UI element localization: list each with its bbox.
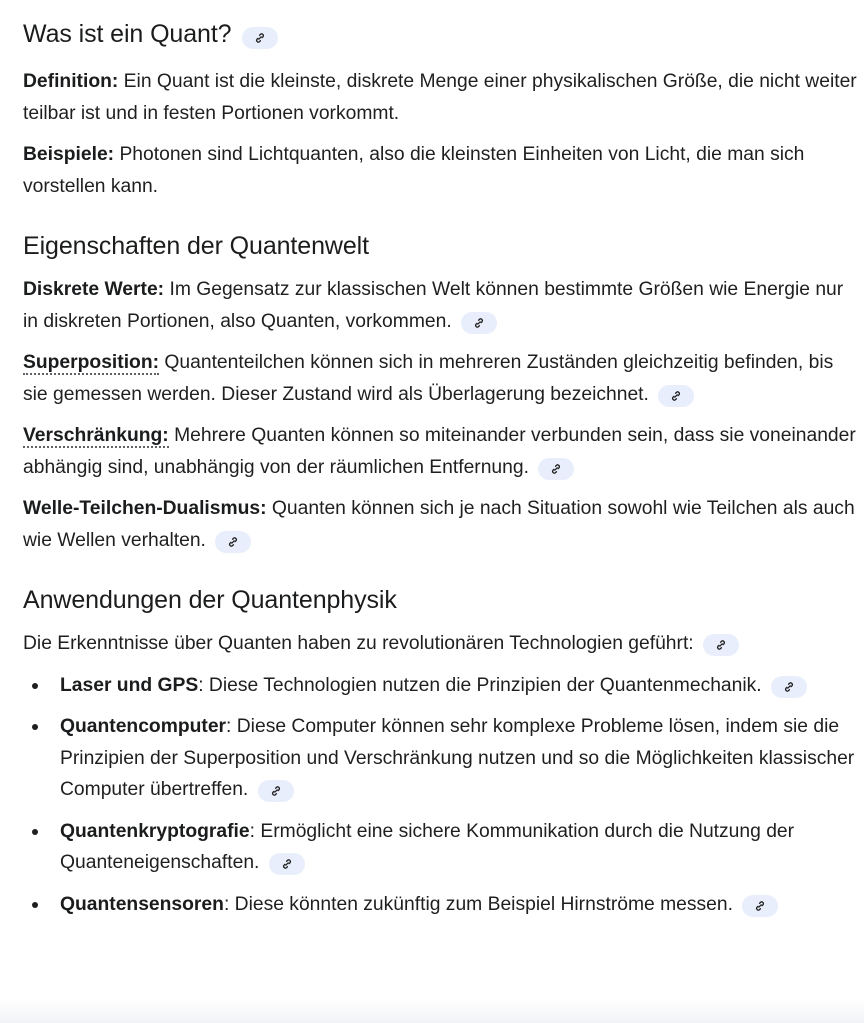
list-item	[23, 670, 859, 702]
link-icon	[669, 389, 683, 403]
source-link-chip[interactable]	[703, 634, 739, 656]
source-link-chip[interactable]	[742, 895, 778, 917]
bullet-dot	[32, 683, 38, 689]
property-label: Welle-Teilchen-Dualismus:	[23, 498, 267, 519]
bullet-dot	[32, 724, 38, 730]
property-superposition	[23, 347, 859, 410]
property-diskrete-werte	[23, 274, 859, 337]
source-link-chip[interactable]	[538, 458, 574, 480]
bullet-dot	[32, 829, 38, 835]
link-icon	[472, 316, 486, 330]
list-item	[23, 816, 859, 879]
applications-intro: Die Erkenntnisse über Quanten haben zu revolutionären Technologien geführt:	[23, 628, 859, 660]
link-icon	[753, 899, 767, 913]
property-welle-teilchen	[23, 493, 859, 556]
property-label-link[interactable]: Superposition:	[23, 352, 160, 373]
list-item-label: Quantensensoren	[60, 893, 224, 915]
link-icon	[782, 680, 796, 694]
property-label-link[interactable]: Verschränkung:	[23, 425, 169, 446]
source-link-chip[interactable]	[215, 531, 251, 553]
link-icon	[714, 638, 728, 652]
source-link-chip[interactable]	[269, 853, 305, 875]
list-item	[23, 889, 859, 921]
bullet-dot	[32, 902, 38, 908]
source-link-chip[interactable]	[658, 385, 694, 407]
list-item-label: Quantencomputer	[60, 716, 227, 737]
response-content	[23, 14, 859, 930]
examples-text: Photonen sind Lichtquanten, also die kleinsten Einheiten von Licht, die man sich vorstellen kann.	[23, 144, 805, 197]
applications-list	[23, 670, 859, 921]
examples-paragraph	[23, 139, 859, 202]
property-text: Im Gegensatz zur klassischen Welt können bestimmte Größen wie Energie nur in diskreten Portionen, also Quanten, vorkommen.	[23, 279, 844, 332]
link-icon	[269, 784, 283, 798]
definition-paragraph	[23, 66, 859, 129]
property-label: Diskrete Werte:	[23, 279, 165, 300]
list-item-label: Laser und GPS	[60, 674, 199, 696]
examples-label: Beispiele:	[23, 144, 115, 165]
list-item-text: : Diese könnten zukünftig zum Beispiel Hirnströme messen.	[223, 893, 733, 915]
source-link-chip[interactable]	[258, 780, 294, 802]
link-icon	[226, 535, 240, 549]
link-icon	[253, 31, 267, 45]
definition-label: Definition:	[23, 71, 119, 92]
bottom-fade	[0, 999, 864, 1023]
property-text: Quanten können sich je nach Situation sowohl wie Teilchen als auch wie Wellen verhalten.	[23, 498, 855, 551]
heading-eigenschaften: Eigenschaften der Quantenwelt	[23, 232, 369, 260]
heading-anwendungen: Anwendungen der Quantenphysik	[23, 586, 397, 614]
list-item	[23, 711, 859, 806]
source-link-chip[interactable]	[461, 312, 497, 334]
list-item-text: : Ermöglicht eine sichere Kommunikation durch die Nutzung der Quanteneigenschaften.	[60, 820, 795, 873]
property-text: Mehrere Quanten können so miteinander verbunden sein, dass sie voneinander abhängig sind, unabhängig von der räumlichen Entfernung.	[23, 425, 856, 478]
link-icon	[280, 857, 294, 871]
list-item-text: : Diese Technologien nutzen die Prinzipien der Quantenmechanik.	[198, 674, 762, 696]
source-link-chip[interactable]	[242, 27, 278, 49]
source-link-chip[interactable]	[771, 676, 807, 698]
link-icon	[549, 462, 563, 476]
property-verschraenkung	[23, 420, 859, 483]
property-text: Quantenteilchen können sich in mehreren Zuständen gleichzeitig befinden, bis sie gemessen werden. Dieser Zustand wird als Überlagerung bezeichnet.	[23, 352, 834, 405]
list-item-text: : Diese Computer können sehr komplexe Probleme lösen, indem sie die Prinzipien der Superposition und Verschränkung nutzen und so die Möglichkeiten klassischer Computer übertreffen.	[60, 716, 855, 800]
list-item-label: Quantenkryptografie	[60, 820, 250, 842]
heading-was-ist-ein-quant: Was ist ein Quant?	[23, 14, 859, 54]
definition-text: Ein Quant ist die kleinste, diskrete Menge einer physikalischen Größe, die nicht weiter teilbar ist und in festen Portionen vorkommt.	[23, 71, 857, 124]
